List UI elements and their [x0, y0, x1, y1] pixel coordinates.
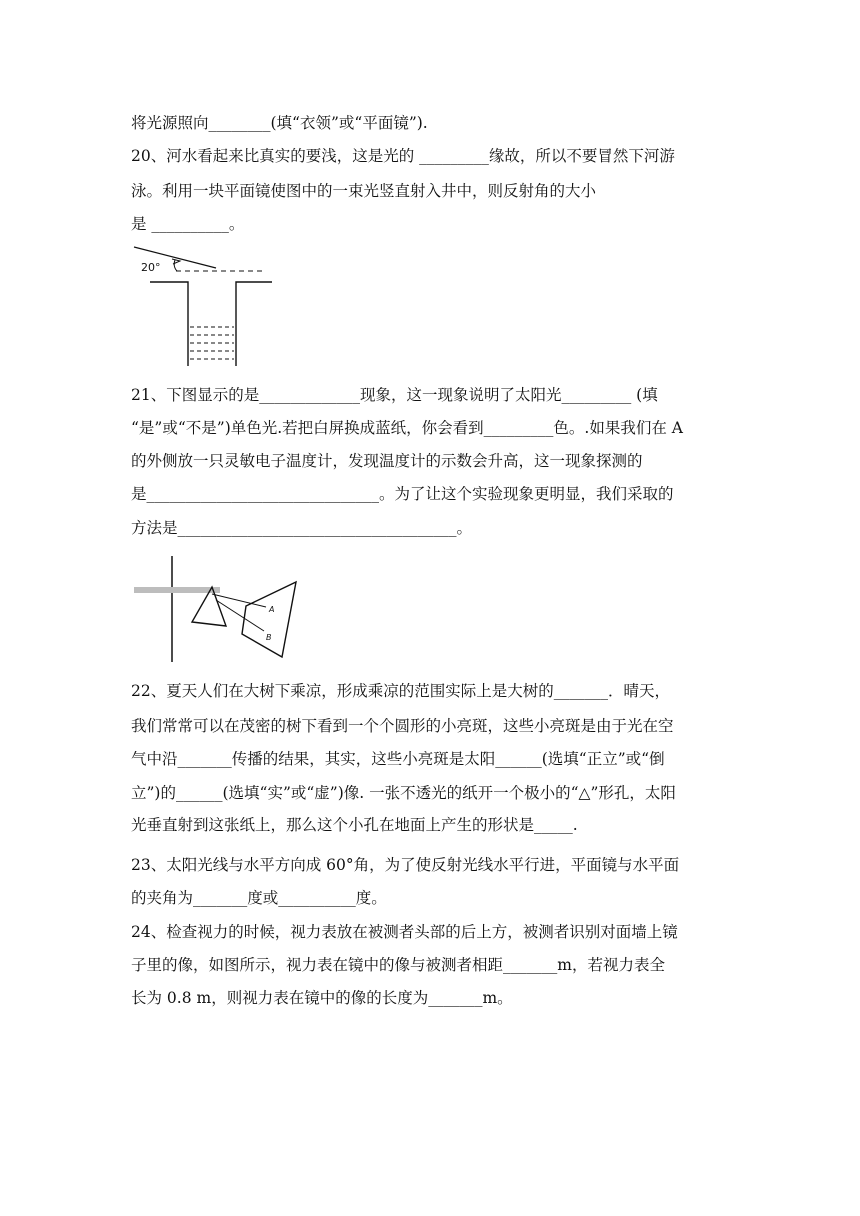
q21-line-4: 是______________________________。为了让这个实验现象更明显，我们采取的 — [131, 485, 674, 503]
q20-line-2: 泳。利用一块平面镜使图中的一束光竖直射入井中，则反射角的大小 — [131, 182, 597, 200]
point-b-label: B — [266, 633, 272, 642]
q22-line-3: 气中沿_______传播的结果，其实，这些小亮斑是太阳______(选填“正立”或“倒 — [131, 750, 665, 768]
q24-line-1: 24、检查视力的时候，视力表放在被测者头部的后上方，被测者识别对面墙上镜 — [131, 923, 678, 941]
q23-line-2: 的夹角为_______度或__________度。 — [131, 889, 387, 907]
q19-tail-text: 将光源照向________(填“衣领”或“平面镜”). — [131, 114, 428, 132]
light-beam — [134, 587, 220, 593]
q21-line-3: 的外侧放一只灵敏电子温度计，发现温度计的示数会升高，这一现象探测的 — [131, 452, 643, 470]
well-left-wall — [150, 282, 188, 366]
angle-label: 20° — [141, 261, 161, 274]
q22-line-5: 光垂直射到这张纸上，那么这个小孔在地面上产生的形状是_____. — [131, 816, 578, 834]
white-screen — [242, 582, 296, 657]
q22-line-4: 立”)的______(选填“实”或“虚”)像. 一张不透光的纸开一个极小的“△”形孔，太阳 — [131, 784, 676, 802]
q21-line-5: 方法是____________________________________。 — [131, 519, 473, 537]
q20-line-3: 是 __________。 — [131, 215, 245, 233]
angle-arc — [174, 260, 177, 271]
q22-line-2: 我们常常可以在茂密的树下看到一个个圆形的小亮斑，这些小亮斑是由于光在空 — [131, 717, 674, 735]
q24-line-3: 长为 0.8 m，则视力表在镜中的像的长度为_______m。 — [131, 989, 513, 1007]
q21-line-2: “是”或“不是”)单色光.若把白屏换成蓝纸，你会看到_________色。.如果我们在 A — [131, 419, 683, 437]
point-a-label: A — [269, 605, 275, 614]
dispersion-diagram — [130, 552, 310, 667]
q23-line-1: 23、太阳光线与水平方向成 60°角，为了使反射光线水平行进，平面镜与水平面 — [131, 856, 680, 874]
q21-line-1: 21、下图显示的是_____________现象，这一现象说明了太阳光_________ (填 — [131, 386, 658, 404]
q24-line-2: 子里的像，如图所示，视力表在镜中的像与被测者相距_______m，若视力表全 — [131, 956, 665, 974]
well-water — [190, 327, 234, 359]
ray-arrow-icon — [172, 259, 180, 264]
well-right-wall — [236, 282, 272, 366]
q20-line-1: 20、河水看起来比真实的要浅，这是光的 _________缘故，所以不要冒然下河游 — [131, 147, 675, 165]
well-diagram — [128, 240, 278, 370]
q22-line-1: 22、夏天人们在大树下乘凉，形成乘凉的范围实际上是大树的_______．晴天， — [131, 682, 670, 700]
